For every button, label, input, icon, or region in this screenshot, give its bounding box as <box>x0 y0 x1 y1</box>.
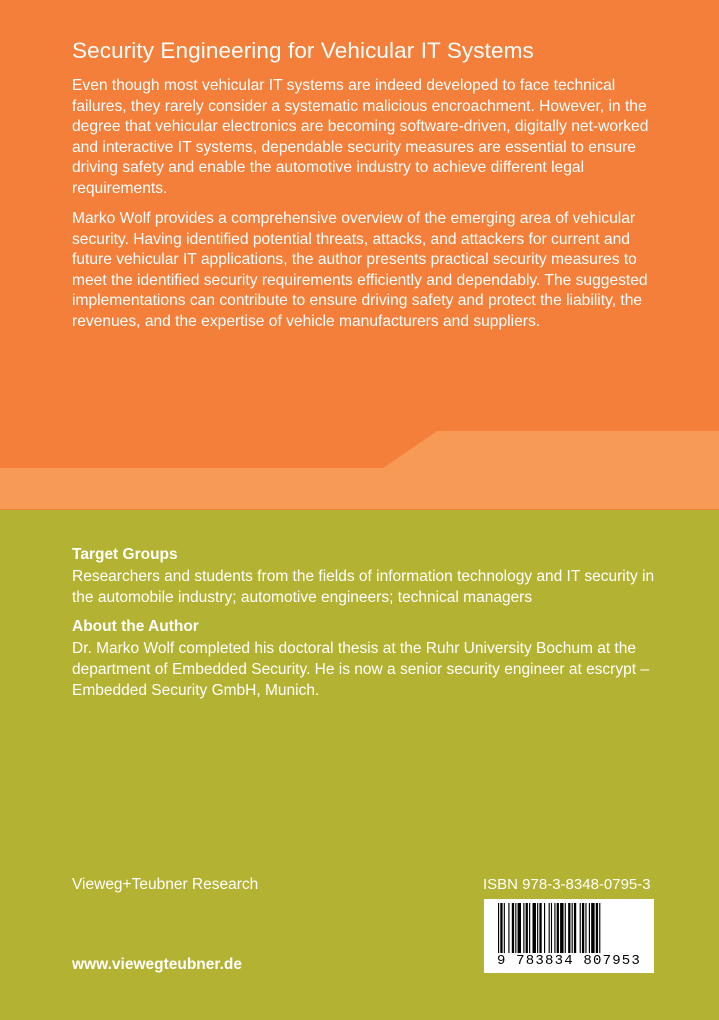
barcode-bar <box>596 903 598 953</box>
isbn-label: ISBN 978-3-8348-0795-3 <box>483 876 651 893</box>
isbn-barcode <box>484 899 654 973</box>
barcode-bar <box>544 903 545 953</box>
barcode-bar <box>551 903 552 953</box>
barcode-bar <box>515 903 516 953</box>
barcode-bar <box>554 903 555 953</box>
barcode-bar <box>518 903 521 953</box>
barcode-bar <box>504 903 505 953</box>
description-section <box>72 38 658 342</box>
about-author-text: Dr. Marko Wolf completed his doctoral thesis at the Ruhr University Bochum at the department of Embedded Security. He is now a senior security engineer at escrypt – Embedded Security GmbH, Munich. <box>72 640 649 699</box>
barcode-bar <box>560 903 563 953</box>
barcode-bar <box>539 903 541 953</box>
barcode-bar <box>582 903 584 953</box>
barcode-bar <box>508 903 509 953</box>
barcode-bar <box>585 903 586 953</box>
barcode-bar <box>572 903 573 953</box>
about-author-heading: About the Author <box>72 618 199 635</box>
barcode-bar <box>498 903 499 953</box>
info-section <box>72 544 658 709</box>
barcode-bar <box>500 903 502 953</box>
barcode-bar <box>591 903 594 953</box>
barcode-bar <box>568 903 570 953</box>
barcode-bar <box>529 903 530 953</box>
barcode-bar <box>523 903 524 953</box>
barcode-bar <box>565 903 566 953</box>
barcode-bars <box>484 899 654 955</box>
publisher-name: Vieweg+Teubner Research <box>72 876 259 893</box>
barcode-bar <box>537 903 538 953</box>
barcode-bar <box>580 903 581 953</box>
target-groups-heading: Target Groups <box>72 546 178 563</box>
barcode-bar <box>599 903 600 953</box>
barcode-bar <box>557 903 559 953</box>
target-groups-text: Researchers and students from the fields of information technology and IT security in the automobile industry; automotive engineers; technical managers <box>72 568 655 606</box>
barcode-bar <box>512 903 514 953</box>
publisher-website[interactable]: www.viewegteubner.de <box>72 956 242 973</box>
description-paragraph-2: Marko Wolf provides a comprehensive overview of the emerging area of vehicular security. Having identified potential threats, attacks, and attackers for current and future vehicular IT applications, the author presents practical security measures to meet the identified security requirements efficiently and dependably. The suggested implementations can contribute to ensure driving safety and protect the liability, the revenues, and the expertise of vehicle manufacturers and suppliers. <box>72 210 648 330</box>
barcode-bar <box>589 903 590 953</box>
barcode-digits: 9 783834 807953 <box>496 953 642 969</box>
description-paragraph-1: Even though most vehicular IT systems are indeed developed to face technical failures, they rarely consider a systematic malicious encroachment. However, in the degree that vehicular electronics are becoming software-driven, digitally net-worked and interactive IT systems, dependable security measures are essential to ensure driving safety and enable the automotive industry to achieve different legal requirements. <box>72 77 649 197</box>
accent-stripe <box>0 420 719 520</box>
barcode-bar <box>574 903 576 953</box>
book-title: Security Engineering for Vehicular IT Systems <box>72 38 534 63</box>
barcode-bar <box>533 903 536 953</box>
barcode-bar <box>526 903 528 953</box>
barcode-bar <box>549 903 550 953</box>
